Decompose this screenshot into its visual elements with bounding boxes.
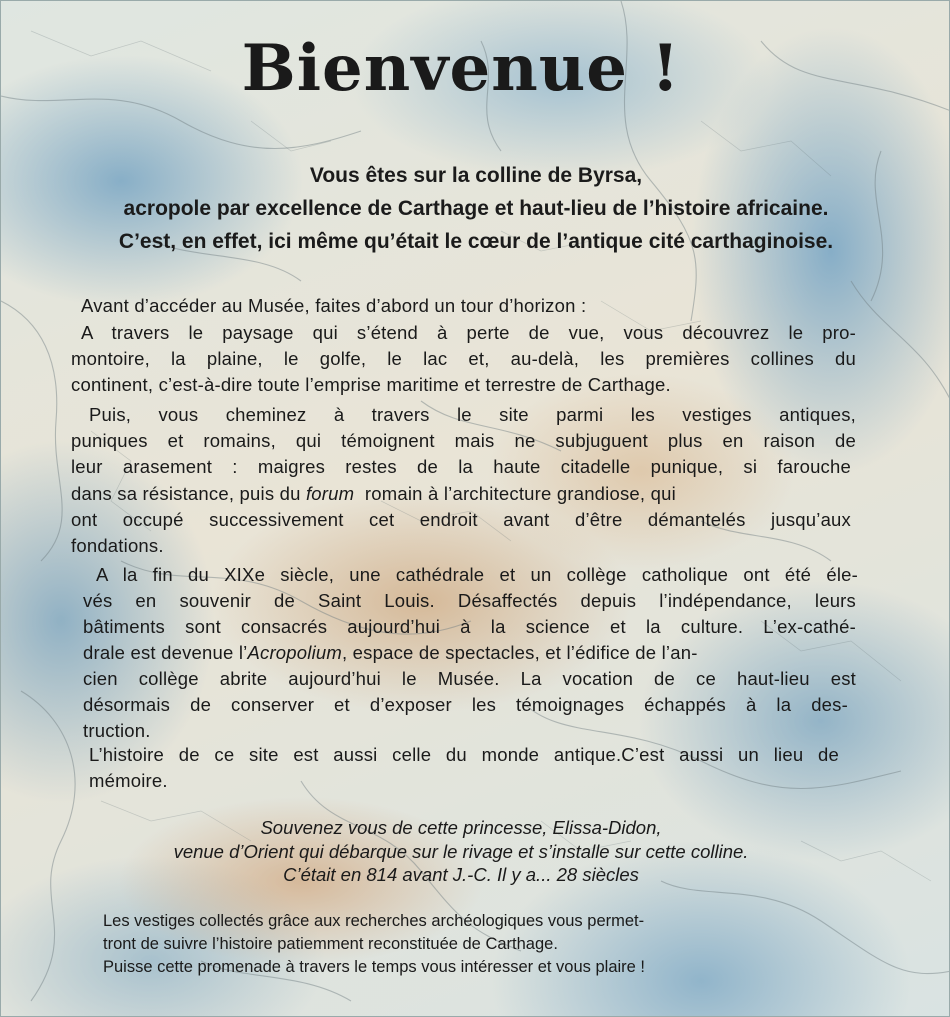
body-line: Puis, vous cheminez à travers le site parmi les vestiges antiques, [89,404,856,425]
intro-line: acropole par excellence de Carthage et haut-lieu de l’histoire africaine. [123,197,829,220]
sign-title: Bienvenue ! [241,31,681,106]
acropolium-term: Acropolium [247,642,342,663]
body-line: mémoire. [89,770,168,791]
body-line: truction. [83,720,151,741]
body-line: ont occupé successivement cet endroit avant d’être démantelés jusqu’aux [71,509,851,530]
quote-line: Souvenez vous de cette princesse, Elissa-Didon, [260,817,662,838]
body-line: leur arasement : maigres restes de la haute citadelle punique, si farouche [71,456,851,477]
body-line: A la fin du XIXe siècle, une cathédrale et un collège catholique ont été éle- [96,564,858,585]
body-line: Avant d’accéder au Musée, faites d’abord un tour d’horizon : [81,295,587,316]
closing-line: Puisse cette promenade à travers le temps vous intéresser et vous plaire ! [103,958,646,976]
body-line: cien collège abrite aujourd’hui le Musée. La vocation de ce haut-lieu est [83,668,856,689]
quote-line: venue d’Orient qui débarque sur le rivage et s’installe sur cette colline. [173,841,749,862]
body-line-part: , espace de spectacles, et l’édifice de l’an- [342,642,698,663]
quote-line: C’était en 814 avant J.-C. Il y a... 28 siècles [283,864,639,885]
body-line-part: drale est devenue l’ [83,642,248,663]
body-line: puniques et romains, qui témoignent mais ne subjuguent plus en raison de [71,430,856,451]
body-line-acropolium [83,642,856,664]
body-line-part: romain à l’architecture grandiose, qui [364,483,676,504]
closing-line: tront de suivre l’histoire patiemment reconstituée de Carthage. [103,935,558,953]
closing-line: Les vestiges collectés grâce aux recherches archéologiques vous permet- [103,912,645,930]
body-line-forum [71,483,851,505]
body-line: L’histoire de ce site est aussi celle du monde antique.C’est aussi un lieu de [89,744,839,765]
intro-line: C’est, en effet, ici même qu’était le cœur de l’antique cité carthaginoise. [118,230,834,253]
body-line: continent, c’est-à-dire toute l’emprise maritime et terrestre de Carthage. [71,374,671,395]
body-line: A travers le paysage qui s’étend à perte de vue, vous découvrez le pro- [81,322,856,343]
forum-term: forum [305,483,355,504]
body-line: montoire, la plaine, le golfe, le lac et, au-delà, les premières collines du [71,348,856,369]
body-line: désormais de conserver et d’exposer les témoignages échappés à la des- [83,694,848,715]
body-line: fondations. [71,535,164,556]
body-line: bâtiments sont consacrés aujourd’hui à la science et la culture. L’ex-cathé- [83,616,856,637]
intro-paragraph [41,159,911,258]
body-line-part: dans sa résistance, puis du [71,483,301,504]
intro-line: Vous êtes sur la colline de Byrsa, [309,164,643,187]
body-line: vés en souvenir de Saint Louis. Désaffectés depuis l’indépendance, leurs [83,590,856,611]
